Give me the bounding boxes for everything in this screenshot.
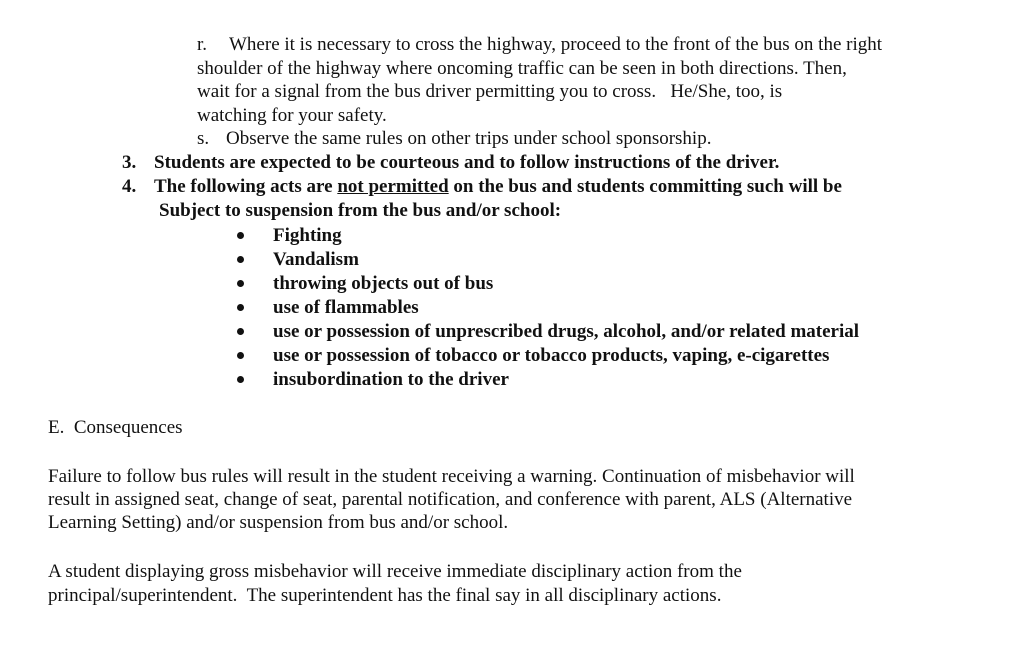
bullet-icon — [237, 352, 244, 359]
paragraph-line: result in assigned seat, change of seat, parental notification, and conference with parent, ALS (Alternative — [48, 489, 853, 510]
item-text — [154, 176, 842, 198]
paragraph-line: A student displaying gross misbehavior will receive immediate disciplinary action from the — [48, 561, 742, 582]
item-text-after: on the bus and students committing such will be — [448, 176, 842, 197]
paragraph-line: principal/superintendent. The superintendent has the final say in all disciplinary actions. — [48, 585, 722, 606]
list-item: Vandalism — [273, 249, 359, 270]
list-item: use or possession of tobacco or tobacco products, vaping, e-cigarettes — [273, 345, 830, 366]
item-text: Students are expected to be courteous and to follow instructions of the driver. — [154, 152, 780, 173]
list-item: use of flammables — [273, 297, 419, 318]
item-text-before: The following acts are — [154, 176, 338, 197]
list-item: use or possession of unprescribed drugs, alcohol, and/or related material — [273, 321, 860, 342]
section-heading: E. Consequences — [48, 417, 183, 438]
bullet-icon — [237, 256, 244, 263]
bullet-icon — [237, 232, 244, 239]
sub-item-text: Where it is necessary to cross the highway, proceed to the front of the bus on the right — [229, 34, 883, 55]
bullet-icon — [237, 304, 244, 311]
bullet-icon — [237, 376, 244, 383]
sub-item-marker: s. — [197, 128, 210, 149]
sub-item-marker: r. — [197, 34, 208, 55]
paragraph-line: Failure to follow bus rules will result in the student receiving a warning. Continuation of misbehavior will — [48, 466, 855, 487]
item-marker: 4. — [122, 176, 137, 197]
list-item: insubordination to the driver — [273, 369, 509, 390]
sub-item-text: wait for a signal from the bus driver permitting you to cross. He/She, too, is — [197, 81, 783, 102]
paragraph-line: Learning Setting) and/or suspension from bus and/or school. — [48, 512, 509, 533]
bullet-icon — [237, 328, 244, 335]
bullet-icon — [237, 280, 244, 287]
list-item: Fighting — [273, 225, 342, 246]
sub-item-text: watching for your safety. — [197, 105, 387, 126]
sub-item-text: shoulder of the highway where oncoming traffic can be seen in both directions. Then, — [197, 58, 847, 79]
sub-item-text: Observe the same rules on other trips under school sponsorship. — [226, 128, 712, 149]
not-permitted-emphasis: not permitted — [337, 176, 449, 197]
item-marker: 3. — [122, 152, 137, 173]
list-item: throwing objects out of bus — [273, 273, 494, 294]
item-text-line2: Subject to suspension from the bus and/or school: — [159, 200, 562, 221]
